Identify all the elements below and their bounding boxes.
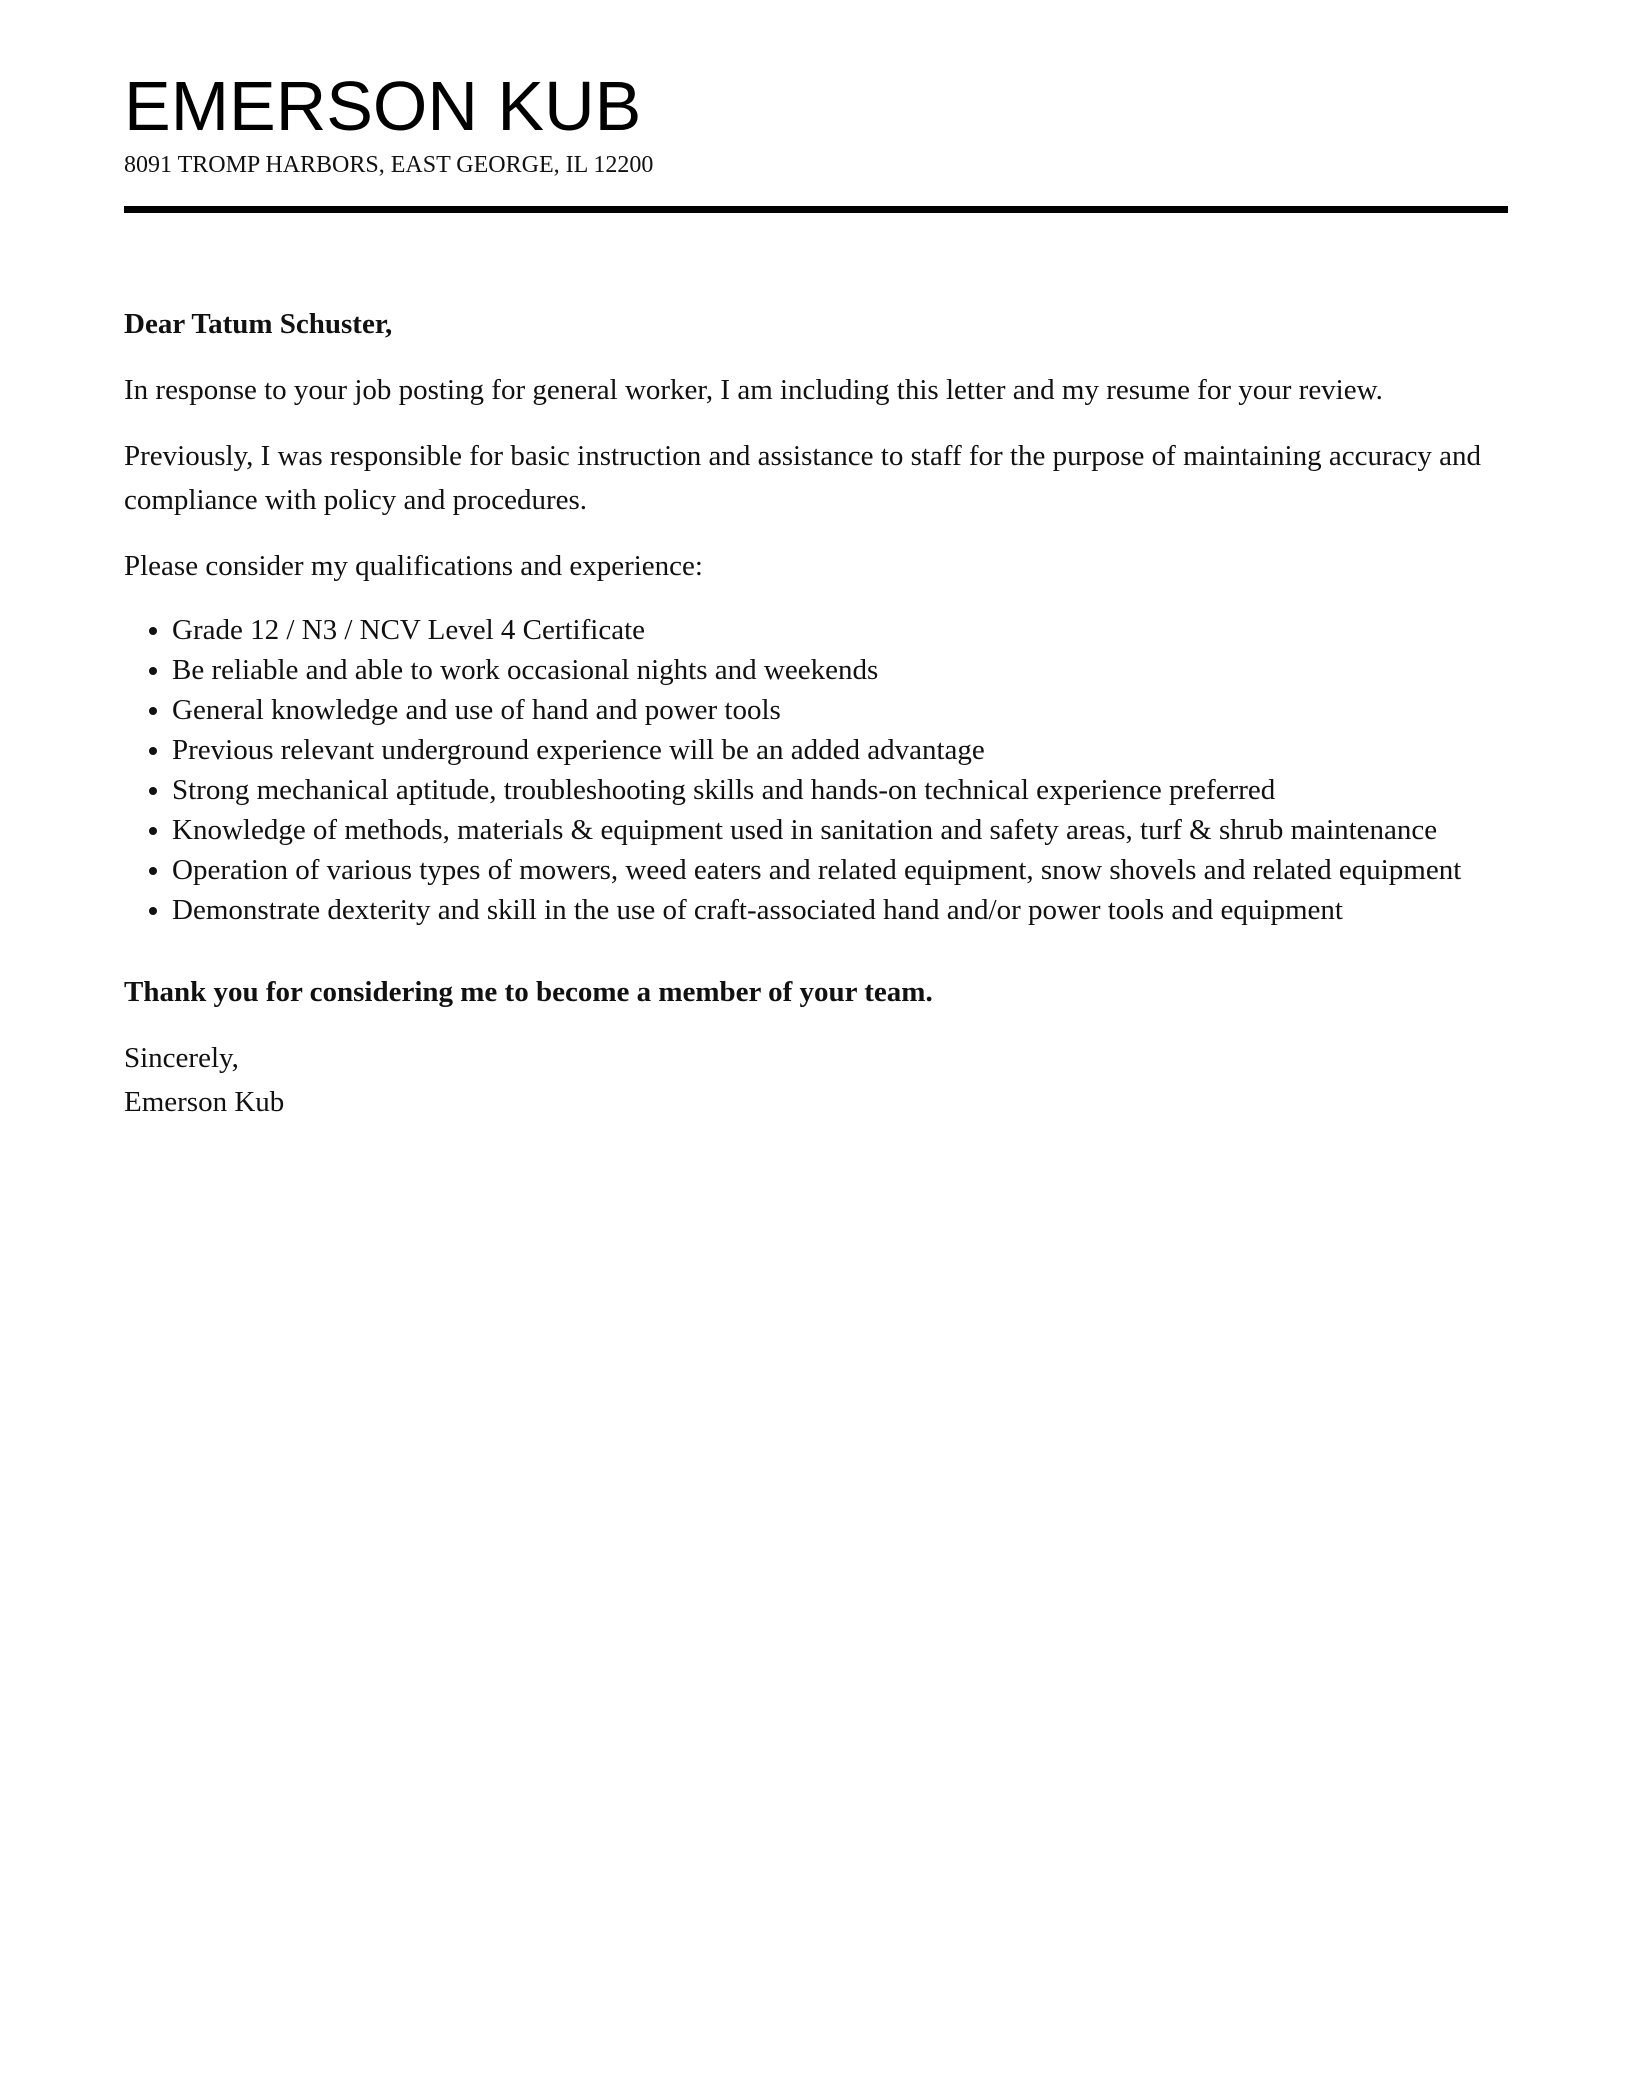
list-item: • Operation of various types of mowers, weed eaters and related equipment, snow shovels and related equipment bbox=[172, 850, 1508, 890]
qualifications-list bbox=[124, 610, 1508, 930]
letter-body bbox=[124, 302, 1508, 1124]
list-item: • Demonstrate dexterity and skill in the use of craft-associated hand and/or power tools and equipment bbox=[172, 890, 1508, 930]
list-item: • Be reliable and able to work occasional nights and weekends bbox=[172, 650, 1508, 690]
salutation: Dear Tatum Schuster, bbox=[124, 308, 393, 340]
applicant-address: 8091 TROMP HARBORS, EAST GEORGE, IL 12200 bbox=[124, 152, 654, 178]
list-item: • Strong mechanical aptitude, troubleshooting skills and hands-on technical experience preferred bbox=[172, 770, 1508, 810]
applicant-name: EMERSON KUB bbox=[124, 67, 642, 145]
closing-statement: Thank you for considering me to become a member of your team. bbox=[124, 976, 933, 1008]
list-item: • Previous relevant underground experience will be an added advantage bbox=[172, 730, 1508, 770]
signature-name: Emerson Kub bbox=[124, 1086, 285, 1118]
list-item: • Knowledge of methods, materials & equipment used in sanitation and safety areas, turf & shrub maintenance bbox=[172, 810, 1508, 850]
header-divider bbox=[124, 206, 1508, 213]
list-item: • Grade 12 / N3 / NCV Level 4 Certificate bbox=[172, 610, 1508, 650]
list-item: • General knowledge and use of hand and power tools bbox=[172, 690, 1508, 730]
sign-off: Sincerely, bbox=[124, 1042, 239, 1074]
experience-paragraph: Previously, I was responsible for basic instruction and assistance to staff for the purpose of maintaining accuracy and compliance with policy and procedures. bbox=[124, 440, 1481, 516]
intro-paragraph: In response to your job posting for general worker, I am including this letter and my resume for your review. bbox=[124, 374, 1383, 406]
qualifications-intro: Please consider my qualifications and experience: bbox=[124, 550, 703, 582]
